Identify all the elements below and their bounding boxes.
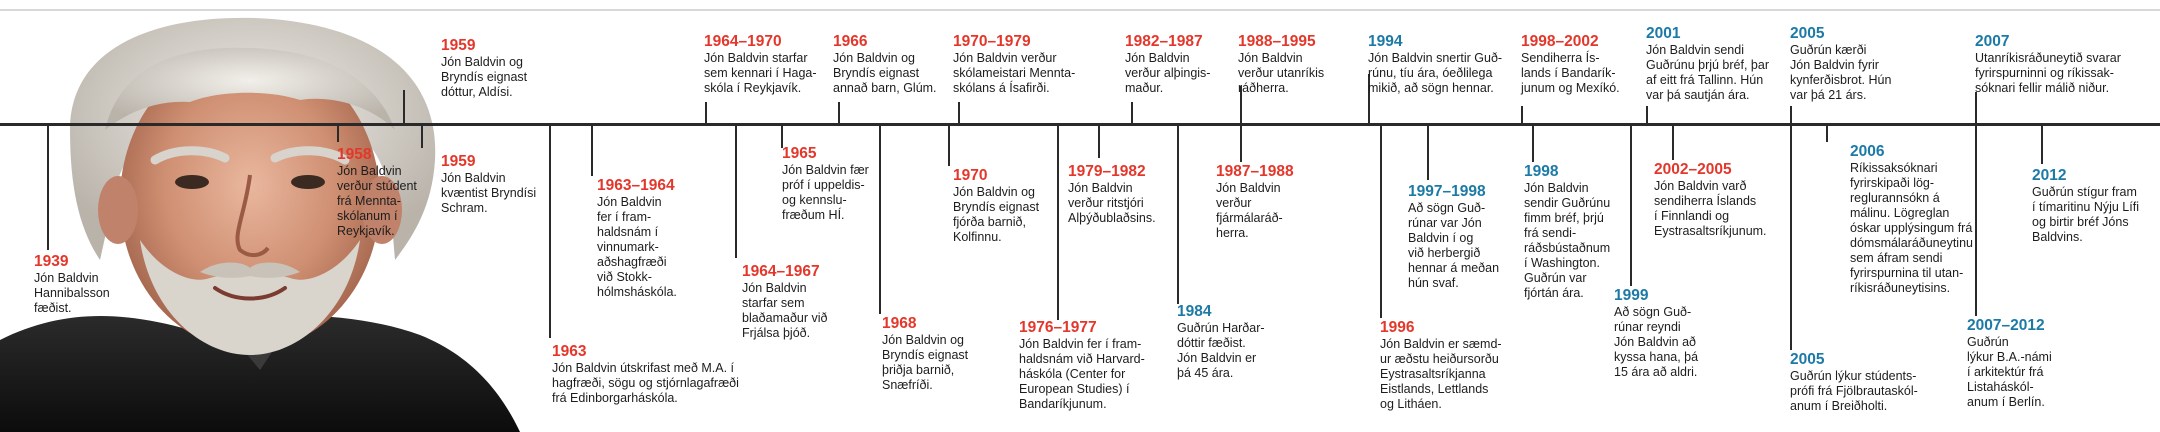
event-2006 bbox=[1850, 142, 1973, 296]
event-text: Jón Baldvin kvæntist Bryndísi Schram. bbox=[441, 171, 537, 215]
tick-1958 bbox=[337, 124, 339, 142]
event-year: 1998 bbox=[1524, 163, 1559, 180]
event-2007 bbox=[1975, 32, 2121, 96]
tick-1979-1982 bbox=[1098, 124, 1100, 158]
event-2001 bbox=[1646, 24, 1769, 103]
tick-1963 bbox=[549, 124, 551, 338]
event-2007-2012 bbox=[1967, 316, 2052, 410]
event-text: Jón Baldvin verður skólameistari Mennta- skólans á Ísafirði. bbox=[953, 51, 1076, 95]
event-year: 1965 bbox=[782, 145, 817, 162]
tick-2002-2005 bbox=[1672, 124, 1674, 160]
event-1998-2002 bbox=[1521, 32, 1620, 96]
event-year: 2012 bbox=[2032, 167, 2067, 184]
event-year: 1958 bbox=[337, 146, 372, 163]
tick-2006 bbox=[1826, 124, 1828, 142]
event-1979-1982 bbox=[1068, 162, 1156, 226]
event-year: 1966 bbox=[833, 33, 868, 50]
timeline-axis bbox=[0, 123, 2160, 126]
event-text: Jón Baldvin sendi Guðrúnu þrjú bréf, þar af eitt frá Tallinn. Hún var þá sautján ára. bbox=[1646, 43, 1769, 102]
event-year: 1987–1988 bbox=[1216, 163, 1294, 180]
event-1966 bbox=[833, 32, 937, 96]
event-text: Jón Baldvin og Bryndís eignast þriðja barnið, Snæfríði. bbox=[882, 333, 969, 392]
tick-2007 bbox=[1975, 92, 1977, 124]
event-year: 1939 bbox=[34, 253, 69, 270]
tick-1959-top bbox=[403, 90, 405, 124]
tick-1964-1967 bbox=[735, 124, 737, 258]
event-1959a bbox=[441, 36, 527, 100]
event-1998 bbox=[1524, 162, 1610, 301]
event-text: Jón Baldvin er sæmd- ur æðstu heiðursorðu Eystrasaltsríkjanna Eistlands, Lettlands og Litháen. bbox=[1380, 337, 1502, 411]
tick-2001 bbox=[1646, 106, 1648, 124]
event-year: 1976–1977 bbox=[1019, 319, 1097, 336]
event-year: 1998–2002 bbox=[1521, 33, 1599, 50]
event-text: Jón Baldvin Hannibalsson fæðist. bbox=[34, 271, 110, 315]
tick-1959-bottom bbox=[421, 124, 423, 148]
event-year: 1996 bbox=[1380, 319, 1415, 336]
tick-1999 bbox=[1630, 124, 1632, 286]
event-year: 1963–1964 bbox=[597, 177, 675, 194]
event-text: Guðrún kærði Jón Baldvin fyrir kynferðisbrot. Hún var þá 21 árs. bbox=[1790, 43, 1892, 102]
event-year: 1997–1998 bbox=[1408, 183, 1486, 200]
event-text: Jón Baldvin verður alþingis- maður. bbox=[1125, 51, 1211, 95]
event-year: 1963 bbox=[552, 343, 587, 360]
event-1976-1977 bbox=[1019, 318, 1145, 412]
event-text: Jón Baldvin verður stúdent frá Mennta- skólanum í Reykjavík. bbox=[337, 164, 417, 238]
tick-1982-1987 bbox=[1131, 102, 1133, 124]
event-year: 2007–2012 bbox=[1967, 317, 2045, 334]
event-text: Jón Baldvin varð sendiherra Íslands í Finnlandi og Eystrasaltsríkjunum. bbox=[1654, 179, 1767, 238]
tick-1966 bbox=[838, 102, 840, 124]
event-year: 1964–1967 bbox=[742, 263, 820, 280]
tick-1963-1964 bbox=[591, 124, 593, 176]
event-year: 1984 bbox=[1177, 303, 1212, 320]
event-1970 bbox=[953, 166, 1039, 245]
event-year: 1970–1979 bbox=[953, 33, 1031, 50]
event-1999 bbox=[1614, 286, 1698, 380]
event-text: Jón Baldvin sendir Guðrúnu fimm bréf, þrjú frá sendi- ráðsbústaðnum í Washington. Guðrún var fjórtán ára. bbox=[1524, 181, 1611, 300]
event-year: 1979–1982 bbox=[1068, 163, 1146, 180]
event-text: Sendiherra Ís- lands í Bandarík- junum og Mexíkó. bbox=[1521, 51, 1620, 95]
event-text: Jón Baldvin og Bryndís eignast annað barn, Glúm. bbox=[833, 51, 937, 95]
tick-1970-bottom bbox=[948, 124, 950, 166]
event-year: 1964–1970 bbox=[704, 33, 782, 50]
event-1988-1995 bbox=[1238, 32, 1324, 96]
event-text: Jón Baldvin útskrifast með M.A. í hagfræði, sögu og stjórnlagafræði frá Edinborgarháskóla. bbox=[552, 361, 739, 405]
tick-1997-1998 bbox=[1427, 124, 1429, 180]
event-1968 bbox=[882, 314, 968, 393]
event-2012 bbox=[2032, 166, 2139, 245]
event-text: Jón Baldvin verður ritstjóri Alþýðublaðsins. bbox=[1068, 181, 1156, 225]
event-2002-2005 bbox=[1654, 160, 1767, 239]
event-text: Jón Baldvin starfar sem blaðamaður við Frjálsa þjóð. bbox=[742, 281, 828, 340]
tick-1998-top bbox=[1521, 106, 1523, 124]
tick-1970-top bbox=[958, 102, 960, 124]
event-text: Guðrún stígur fram í tímaritinu Nýju Lífi og birtir bréf Jóns Baldvins. bbox=[2032, 185, 2139, 244]
event-1963 bbox=[552, 342, 739, 406]
event-text: Jón Baldvin snertir Guð- rúnu, tíu ára, óeðlilega mikið, að sögn hennar. bbox=[1368, 51, 1503, 95]
event-year: 1999 bbox=[1614, 287, 1649, 304]
event-year: 1982–1987 bbox=[1125, 33, 1203, 50]
event-year: 1988–1995 bbox=[1238, 33, 1316, 50]
event-year: 2002–2005 bbox=[1654, 161, 1732, 178]
tick-1939 bbox=[47, 124, 49, 250]
event-text: Jón Baldvin verður utanríkis ráðherra. bbox=[1238, 51, 1325, 95]
tick-2007-2012 bbox=[1975, 124, 1977, 316]
event-1997-1998 bbox=[1408, 182, 1499, 291]
event-text: Jón Baldvin verður fjármálaráð- herra. bbox=[1216, 181, 1283, 240]
event-1996 bbox=[1380, 318, 1502, 412]
tick-2005-bottom bbox=[1790, 124, 1792, 350]
event-text: Guðrún lýkur stúdents- prófi frá Fjölbrautaskól- anum í Breiðholti. bbox=[1790, 369, 1918, 413]
tick-1984 bbox=[1177, 124, 1179, 304]
event-year: 1968 bbox=[882, 315, 917, 332]
event-2005a bbox=[1790, 24, 1891, 103]
event-1984 bbox=[1177, 302, 1265, 381]
event-1958 bbox=[337, 145, 417, 239]
event-text: Að sögn Guð- rúnar var Jón Baldvin í og við herbergið hennar á meðan hún svaf. bbox=[1408, 201, 1500, 290]
tick-1996 bbox=[1380, 124, 1382, 318]
event-text: Jón Baldvin og Bryndís eignast fjórða barnið, Kolfinnu. bbox=[953, 185, 1040, 244]
tick-1964-1970 bbox=[705, 102, 707, 124]
event-year: 2007 bbox=[1975, 33, 2010, 50]
event-text: Utanríkisráðuneytið svarar fyrirspurninni og ríkissak- sóknari fellir málið niður. bbox=[1975, 51, 2121, 95]
event-text: Ríkissaksóknari fyrirskipaði lög- reglurannsókn á málinu. Lögreglan óskar upplýsingum frá dómsmálaráðuneytinu sem áfram sendi fyrirspurnina til utan- ríkisráðuneytisins. bbox=[1850, 161, 1973, 295]
event-text: Jón Baldvin fer í fram- haldsnám við Harvard- háskóla (Center for European Studies) í Bandaríkjunum. bbox=[1019, 337, 1145, 411]
event-1959b bbox=[441, 152, 536, 216]
tick-2012 bbox=[2041, 124, 2043, 164]
event-year: 2006 bbox=[1850, 143, 1885, 160]
event-year: 1970 bbox=[953, 167, 988, 184]
event-text: Jón Baldvin fær próf í uppeldis- og kennslu- fræðum HÍ. bbox=[782, 163, 869, 222]
event-2005b bbox=[1790, 350, 1918, 414]
event-text: Guðrún Harðar- dóttir fæðist. Jón Baldvin er þá 45 ára. bbox=[1177, 321, 1265, 380]
event-year: 2001 bbox=[1646, 25, 1681, 42]
event-1987-1988 bbox=[1216, 162, 1294, 241]
tick-1987-1988 bbox=[1240, 124, 1242, 162]
tick-1976-1977 bbox=[1057, 124, 1059, 320]
event-text: Að sögn Guð- rúnar reyndi Jón Baldvin að kyssa hana, þá 15 ára að aldri. bbox=[1614, 305, 1699, 379]
tick-1998-bottom bbox=[1532, 124, 1534, 162]
event-1964-1967 bbox=[742, 262, 827, 341]
event-year: 2005 bbox=[1790, 25, 1825, 42]
event-year: 1994 bbox=[1368, 33, 1403, 50]
tick-1968 bbox=[879, 124, 881, 314]
event-year: 1959 bbox=[441, 153, 476, 170]
event-year: 2005 bbox=[1790, 351, 1825, 368]
event-1964-1970 bbox=[704, 32, 817, 96]
event-1982-1987 bbox=[1125, 32, 1210, 96]
event-1939 bbox=[34, 252, 110, 316]
event-1970-1979 bbox=[953, 32, 1075, 96]
event-1965 bbox=[782, 144, 869, 223]
event-year: 1959 bbox=[441, 37, 476, 54]
event-1994 bbox=[1368, 32, 1502, 96]
event-1963-1964 bbox=[597, 176, 677, 300]
tick-2005-top bbox=[1790, 106, 1792, 124]
event-text: Jón Baldvin starfar sem kennari í Haga- skóla í Reykjavík. bbox=[704, 51, 817, 95]
event-text: Guðrún lýkur B.A.-námi í arkitektúr frá Listaháskól- anum í Berlín. bbox=[1967, 335, 2052, 409]
event-text: Jón Baldvin fer í fram- haldsnám í vinnumark- aðshagfræði við Stokk- hólmsháskóla. bbox=[597, 195, 677, 299]
event-text: Jón Baldvin og Bryndís eignast dóttur, Aldísi. bbox=[441, 55, 528, 99]
